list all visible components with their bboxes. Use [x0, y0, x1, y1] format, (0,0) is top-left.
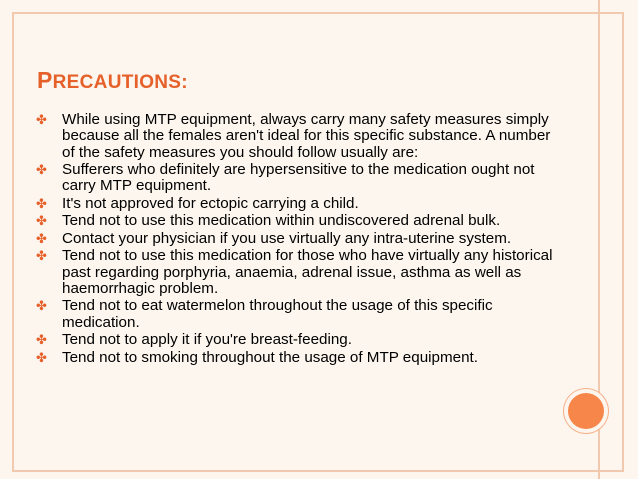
bullet-text: Contact your physician if you use virtually any intra-uterine system.	[62, 229, 512, 247]
clover-bullet-icon: ✤	[36, 349, 47, 365]
bullet-item	[35, 112, 555, 161]
clover-bullet-icon: ✤	[36, 298, 47, 314]
bullet-text: Sufferers who definitely are hypersensitive to the medication ought not carry MTP equipment.	[62, 161, 535, 195]
slide-title	[37, 67, 188, 94]
decorative-orange-circle	[568, 393, 604, 429]
bullet-item	[35, 350, 555, 366]
clover-bullet-icon: ✤	[36, 248, 47, 264]
bullet-text: Tend not to apply it if you're breast-feeding.	[62, 331, 352, 349]
title-initial: P	[37, 67, 53, 93]
clover-bullet-icon: ✤	[36, 332, 47, 348]
bullet-item	[35, 248, 555, 297]
clover-bullet-icon: ✤	[36, 112, 47, 127]
bullet-item	[35, 196, 555, 212]
bullet-list	[35, 112, 555, 367]
bullet-item	[35, 332, 555, 348]
clover-bullet-icon: ✤	[36, 195, 47, 211]
bullet-text: Tend not to use this medication within undiscovered adrenal bulk.	[62, 212, 501, 230]
clover-bullet-icon: ✤	[36, 162, 47, 178]
title-rest: RECAUTIONS:	[52, 72, 188, 93]
bullet-item	[35, 231, 555, 247]
clover-bullet-icon: ✤	[36, 230, 47, 246]
bullet-item	[35, 298, 555, 331]
bullet-item	[35, 213, 555, 229]
bullet-text: It's not approved for ectopic carrying a child.	[62, 194, 359, 212]
bullet-text: Tend not to smoking throughout the usage of MTP equipment.	[62, 348, 478, 366]
clover-bullet-icon: ✤	[36, 213, 47, 229]
bullet-item	[35, 162, 555, 195]
bullet-text: While using MTP equipment, always carry many safety measures simply because all the females aren't ideal for this specific substance. A number of the safety measures you should follow usually are:	[62, 111, 551, 161]
bullet-text: Tend not to eat watermelon throughout the usage of this specific medication.	[62, 297, 493, 331]
bullet-text: Tend not to use this medication for those who have virtually any historical past regarding porphyria, anaemia, adrenal issue, asthma as well as haemorrhagic problem.	[62, 247, 553, 297]
